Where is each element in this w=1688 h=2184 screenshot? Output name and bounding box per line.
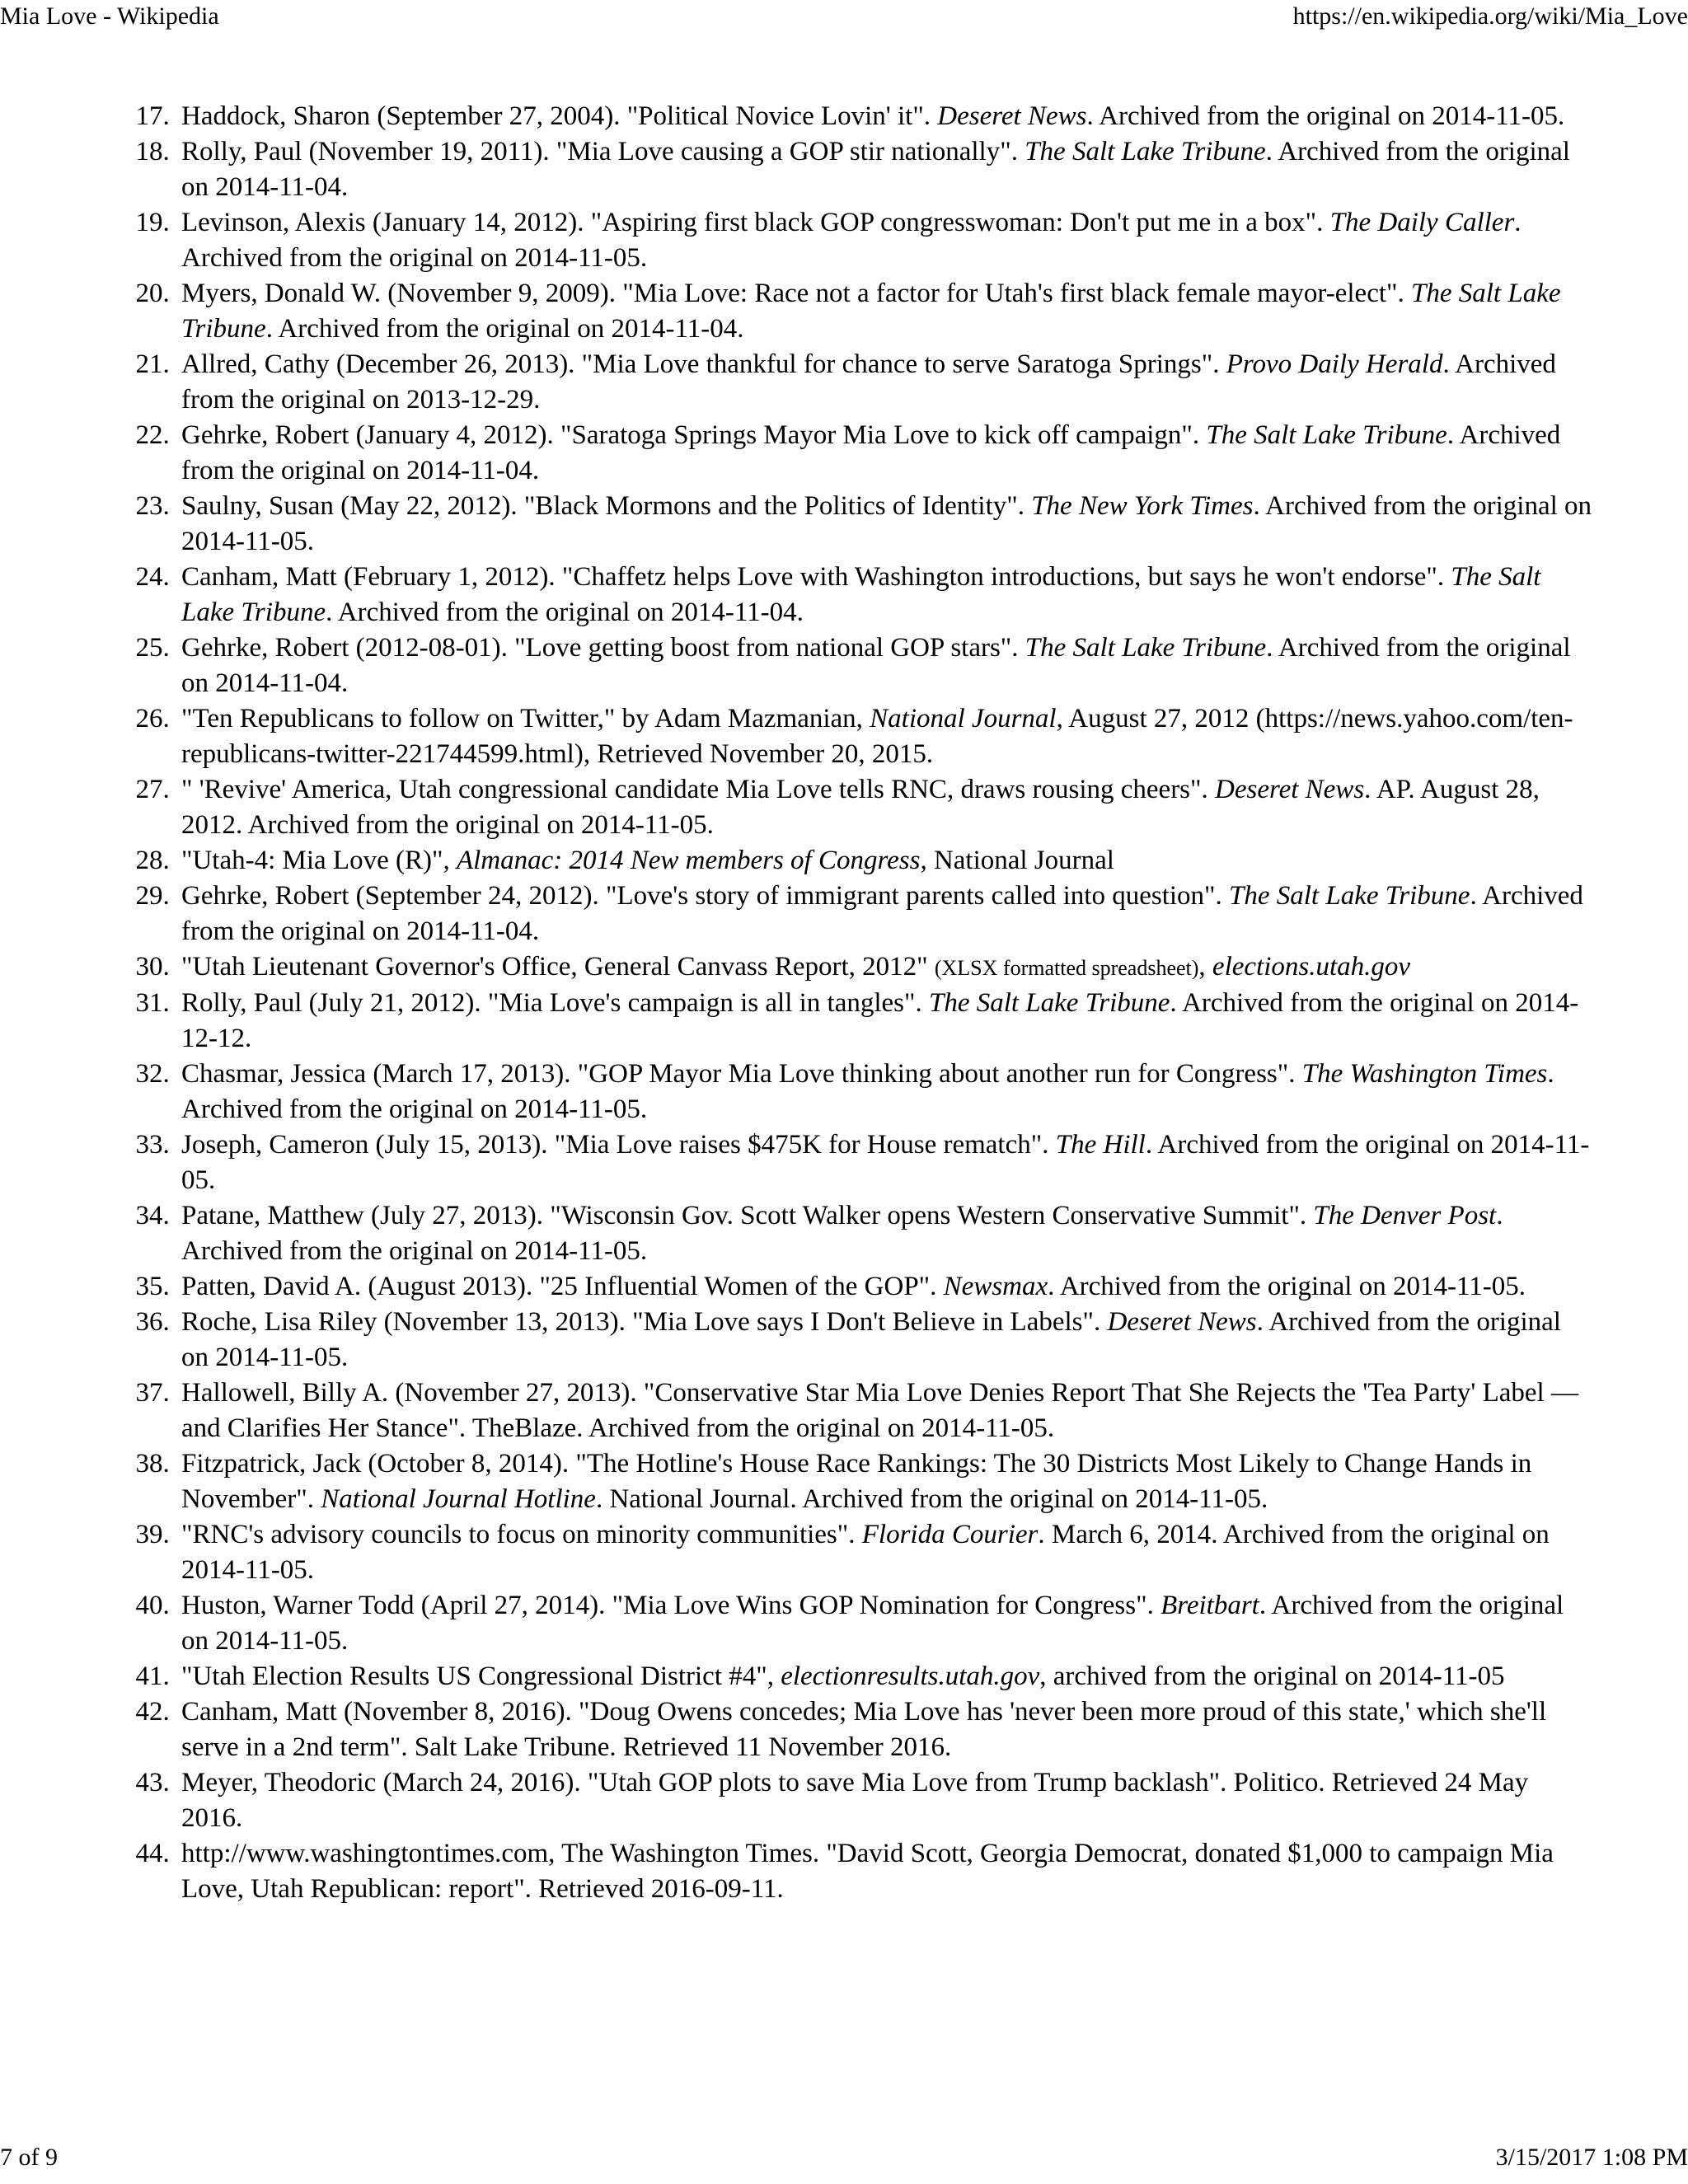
reference-text-part: Hallowell, Billy A. (November 27, 2013). "Conservative Star Mia Love Denies Report That She Rejects the 'Tea Party' Label — and Clarifies Her Stance". TheBlaze. Archived from the original on 2014-11-05. bbox=[181, 1378, 1578, 1443]
reference-source-italic: Deseret News bbox=[937, 101, 1087, 131]
reference-source-italic: The Salt Lake Tribune bbox=[1025, 633, 1267, 663]
reference-source-italic: National Journal Hotline bbox=[321, 1484, 596, 1514]
reference-source-italic: Deseret News bbox=[1215, 775, 1365, 804]
reference-item bbox=[132, 276, 1595, 347]
reference-number: 38 . bbox=[127, 1446, 176, 1482]
reference-text bbox=[181, 772, 1595, 843]
reference-text-part: . Archived from the original on 2014-11-05. bbox=[181, 208, 1522, 273]
reference-number: 21 . bbox=[127, 347, 176, 382]
reference-text-part: . Archived from the original on 2014-11-04. bbox=[181, 881, 1583, 946]
reference-item bbox=[132, 1446, 1595, 1517]
reference-text bbox=[181, 205, 1595, 276]
reference-number: 39 . bbox=[127, 1517, 176, 1553]
reference-text-part: (XLSX formatted spreadsheet) bbox=[934, 956, 1199, 980]
reference-number: 40 . bbox=[127, 1588, 176, 1624]
reference-item bbox=[132, 1376, 1595, 1446]
reference-item bbox=[132, 134, 1595, 205]
reference-number: 28 . bbox=[127, 843, 176, 879]
reference-item bbox=[132, 1765, 1595, 1836]
reference-text bbox=[181, 489, 1595, 560]
reference-text-part: Rolly, Paul (November 19, 2011). "Mia Love causing a GOP stir nationally". bbox=[181, 137, 1025, 166]
reference-text-part: . Archived from the original on 2014-11-05. bbox=[1048, 1272, 1526, 1301]
reference-text-part: Myers, Donald W. (November 9, 2009). "Mia Love: Race not a factor for Utah's first black female mayor-elect". bbox=[181, 279, 1411, 308]
reference-number: 17 . bbox=[127, 99, 176, 134]
reference-text bbox=[181, 1269, 1595, 1305]
reference-item bbox=[132, 1588, 1595, 1659]
reference-text-part: . National Journal. Archived from the original on 2014-11-05. bbox=[595, 1484, 1268, 1514]
reference-text-part: . Archived from the original on 2014-11-05. bbox=[181, 491, 1592, 556]
reference-text-part: . AP. August 28, 2012. Archived from the original on 2014-11-05. bbox=[181, 775, 1540, 840]
reference-text bbox=[181, 1694, 1595, 1765]
reference-text-part: . Archived from the original on 2014-11-05. bbox=[181, 1059, 1554, 1124]
reference-number: 43 . bbox=[127, 1765, 176, 1801]
reference-text-part: Haddock, Sharon (September 27, 2004). "Political Novice Lovin' it". bbox=[181, 101, 938, 131]
reference-number: 31 . bbox=[127, 986, 176, 1021]
reference-text-part: Fitzpatrick, Jack (October 8, 2014). "The Hotline's House Race Rankings: The 30 Districts Most Likely to Change Hands in November". bbox=[181, 1449, 1532, 1514]
reference-item bbox=[132, 1517, 1595, 1588]
reference-number: 44 . bbox=[127, 1836, 176, 1872]
reference-text bbox=[181, 1765, 1595, 1836]
reference-item bbox=[132, 630, 1595, 701]
reference-source-italic: The Salt Lake Tribune bbox=[1025, 137, 1266, 166]
reference-text-part: Canham, Matt (November 8, 2016). "Doug Owens concedes; Mia Love has 'never been more proud of this state,' which she'll serve in a 2nd term". Salt Lake Tribune. Retrieved 11 November 2016. bbox=[181, 1697, 1547, 1762]
reference-number: 18 . bbox=[127, 134, 176, 170]
reference-text-part: . March 6, 2014. Archived from the original on 2014-11-05. bbox=[181, 1520, 1550, 1585]
reference-text bbox=[181, 843, 1595, 879]
reference-item bbox=[132, 701, 1595, 772]
reference-text bbox=[181, 1057, 1595, 1127]
reference-number: 33 . bbox=[127, 1127, 176, 1163]
reference-number: 24 . bbox=[127, 560, 176, 595]
reference-text-part: Rolly, Paul (July 21, 2012). "Mia Love's campaign is all in tangles". bbox=[181, 988, 929, 1018]
reference-text bbox=[181, 1305, 1595, 1376]
reference-item bbox=[132, 99, 1595, 134]
reference-text bbox=[181, 630, 1595, 701]
reference-item bbox=[132, 1057, 1595, 1127]
reference-text bbox=[181, 1198, 1595, 1269]
reference-text-part: . Archived from the original on 2014-11-05. bbox=[181, 1130, 1590, 1195]
reference-item bbox=[132, 1127, 1595, 1198]
reference-text-part: . Archived from the original on 2014-11-04. bbox=[326, 598, 804, 627]
reference-text bbox=[181, 1376, 1595, 1446]
reference-text bbox=[181, 134, 1595, 205]
reference-text-part: " 'Revive' America, Utah congressional candidate Mia Love tells RNC, draws rousing cheers". bbox=[181, 775, 1215, 804]
reference-item bbox=[132, 1659, 1595, 1694]
reference-item bbox=[132, 1198, 1595, 1269]
reference-text bbox=[181, 949, 1595, 986]
page-footer-page-number: 7 of 9 bbox=[0, 2144, 58, 2171]
reference-source-italic: elections.utah.gov bbox=[1212, 952, 1411, 982]
reference-source-italic: electionresults.utah.gov bbox=[781, 1661, 1040, 1691]
reference-text-part: "Utah-4: Mia Love (R)", bbox=[181, 846, 457, 875]
reference-text-part: "Utah Lieutenant Governor's Office, General Canvass Report, 2012" bbox=[181, 952, 935, 982]
reference-number: 25 . bbox=[127, 630, 176, 666]
reference-item bbox=[132, 347, 1595, 418]
reference-number: 34 . bbox=[127, 1198, 176, 1234]
reference-text bbox=[181, 701, 1595, 772]
reference-number: 26 . bbox=[127, 701, 176, 737]
reference-text-part: Chasmar, Jessica (March 17, 2013). "GOP Mayor Mia Love thinking about another run for Congress". bbox=[181, 1059, 1302, 1089]
reference-text-part: http://www.washingtontimes.com, The Washington Times. "David Scott, Georgia Democrat, donated $1,000 to campaign Mia Love, Utah Republican: report". Retrieved 2016-09-11. bbox=[181, 1839, 1554, 1904]
reference-number: 20 . bbox=[127, 276, 176, 312]
reference-text bbox=[181, 879, 1595, 949]
reference-source-italic: The Denver Post bbox=[1313, 1201, 1497, 1230]
reference-source-italic: The Daily Caller bbox=[1329, 208, 1515, 237]
reference-text-part: Allred, Cathy (December 26, 2013). "Mia Love thankful for chance to serve Saratoga Springs". bbox=[181, 349, 1226, 379]
reference-text-part: "Ten Republicans to follow on Twitter," by Adam Mazmanian, bbox=[181, 704, 870, 733]
reference-source-italic: The Hill bbox=[1055, 1130, 1146, 1160]
reference-text bbox=[181, 560, 1595, 630]
reference-text-part: , bbox=[1198, 952, 1212, 982]
reference-item bbox=[132, 418, 1595, 489]
reference-source-italic: National Journal bbox=[870, 704, 1057, 733]
page-header-url: https://en.wikipedia.org/wiki/Mia_Love bbox=[1292, 2, 1688, 30]
reference-item bbox=[132, 1305, 1595, 1376]
reference-item bbox=[132, 1269, 1595, 1305]
reference-item bbox=[132, 489, 1595, 560]
reference-item bbox=[132, 986, 1595, 1057]
reference-text-part: . Archived from the original on 2013-12-29. bbox=[181, 349, 1556, 415]
reference-text-part: Gehrke, Robert (January 4, 2012). "Saratoga Springs Mayor Mia Love to kick off campaign". bbox=[181, 420, 1207, 450]
reference-text-part: Joseph, Cameron (July 15, 2013). "Mia Love raises $475K for House rematch". bbox=[181, 1130, 1056, 1160]
reference-text-part: Patane, Matthew (July 27, 2013). "Wisconsin Gov. Scott Walker opens Western Conservative Summit". bbox=[181, 1201, 1314, 1230]
reference-item bbox=[132, 843, 1595, 879]
reference-source-italic: Breitbart bbox=[1160, 1591, 1259, 1620]
reference-source-italic: Provo Daily Herald bbox=[1226, 349, 1443, 379]
reference-text-part: . Archived from the original on 2014-11-04. bbox=[265, 314, 744, 344]
reference-item bbox=[132, 560, 1595, 630]
reference-number: 23 . bbox=[127, 489, 176, 524]
reference-item bbox=[132, 949, 1595, 986]
reference-number: 32 . bbox=[127, 1057, 176, 1092]
reference-text-part: Huston, Warner Todd (April 27, 2014). "Mia Love Wins GOP Nomination for Congress". bbox=[181, 1591, 1161, 1620]
reference-number: 19 . bbox=[127, 205, 176, 241]
reference-text bbox=[181, 1836, 1595, 1907]
reference-text-part: . Archived from the original on 2014-11-05. bbox=[181, 1591, 1564, 1656]
reference-text-part: . Archived from the original on 2014-11-05. bbox=[181, 1307, 1561, 1372]
reference-number: 37 . bbox=[127, 1376, 176, 1411]
reference-source-italic: The Salt Lake Tribune bbox=[928, 988, 1170, 1018]
reference-number: 27 . bbox=[127, 772, 176, 808]
reference-number: 42 . bbox=[127, 1694, 176, 1730]
reference-text bbox=[181, 1659, 1595, 1694]
reference-text bbox=[181, 1127, 1595, 1198]
reference-text-part: Meyer, Theodoric (March 24, 2016). "Utah GOP plots to save Mia Love from Trump backlash". Politico. Retrieved 24 May 2016. bbox=[181, 1768, 1529, 1833]
reference-number: 35 . bbox=[127, 1269, 176, 1305]
reference-text-part: . Archived from the original on 2014-11-04. bbox=[181, 420, 1561, 485]
reference-item bbox=[132, 1836, 1595, 1907]
reference-text-part: , National Journal bbox=[920, 846, 1114, 875]
reference-source-italic: The New York Times bbox=[1031, 491, 1254, 521]
reference-text-part: Roche, Lisa Riley (November 13, 2013). "Mia Love says I Don't Believe in Labels". bbox=[181, 1307, 1108, 1337]
reference-text-part: Gehrke, Robert (2012-08-01). "Love getting boost from national GOP stars". bbox=[181, 633, 1025, 663]
reference-source-italic: The Salt Lake Tribune bbox=[181, 562, 1541, 627]
reference-text bbox=[181, 986, 1595, 1057]
reference-text bbox=[181, 1588, 1595, 1659]
reference-text-part: "RNC's advisory councils to focus on minority communities". bbox=[181, 1520, 862, 1549]
reference-text-part: . Archived from the original on 2014-12-12. bbox=[181, 988, 1579, 1053]
reference-text-part: Canham, Matt (February 1, 2012). "Chaffetz helps Love with Washington introductions, but says he won't endorse". bbox=[181, 562, 1451, 592]
reference-text bbox=[181, 99, 1595, 134]
reference-source-italic: Deseret News bbox=[1107, 1307, 1257, 1337]
reference-text bbox=[181, 1446, 1595, 1517]
reference-source-italic: Florida Courier bbox=[861, 1520, 1039, 1549]
reference-number: 22 . bbox=[127, 418, 176, 453]
reference-text-part: . Archived from the original on 2014-11-05. bbox=[1086, 101, 1565, 131]
reference-text-part: , August 27, 2012 (https://news.yahoo.com/ten-republicans-twitter-221744599.html), Retrieved November 20, 2015. bbox=[181, 704, 1573, 769]
reference-text-part: Saulny, Susan (May 22, 2012). "Black Mormons and the Politics of Identity". bbox=[181, 491, 1032, 521]
reference-text-part: . Archived from the original on 2014-11-04. bbox=[181, 137, 1570, 202]
reference-item bbox=[132, 879, 1595, 949]
reference-text bbox=[181, 347, 1595, 418]
reference-text-part: "Utah Election Results US Congressional District #4", bbox=[181, 1661, 781, 1691]
reference-text bbox=[181, 418, 1595, 489]
reference-text bbox=[181, 276, 1595, 347]
reference-text-part: Patten, David A. (August 2013). "25 Influential Women of the GOP". bbox=[181, 1272, 944, 1301]
reference-source-italic: The Salt Lake Tribune bbox=[181, 279, 1561, 344]
reference-text-part: . Archived from the original on 2014-11-05. bbox=[181, 1201, 1503, 1266]
reference-source-italic: Almanac: 2014 New members of Congress bbox=[456, 846, 921, 875]
reference-text-part: Levinson, Alexis (January 14, 2012). "Aspiring first black GOP congresswoman: Don't put me in a box". bbox=[181, 208, 1330, 237]
reference-source-italic: The Salt Lake Tribune bbox=[1206, 420, 1447, 450]
reference-text-part: , archived from the original on 2014-11-05 bbox=[1039, 1661, 1505, 1691]
reference-item bbox=[132, 772, 1595, 843]
reference-source-italic: The Salt Lake Tribune bbox=[1229, 881, 1470, 911]
reference-text bbox=[181, 1517, 1595, 1588]
reference-item bbox=[132, 205, 1595, 276]
reference-item bbox=[132, 1694, 1595, 1765]
reference-text-part: Gehrke, Robert (September 24, 2012). "Love's story of immigrant parents called into question". bbox=[181, 881, 1230, 911]
reference-number: 41 . bbox=[127, 1659, 176, 1694]
reference-source-italic: The Washington Times bbox=[1301, 1059, 1548, 1089]
reference-source-italic: Newsmax bbox=[943, 1272, 1048, 1301]
references-list bbox=[132, 99, 1595, 1907]
reference-number: 30 . bbox=[127, 949, 176, 985]
reference-number: 36 . bbox=[127, 1305, 176, 1340]
reference-number: 29 . bbox=[127, 879, 176, 914]
page-footer-datetime: 3/15/2017 1:08 PM bbox=[1495, 2144, 1688, 2171]
page-header-title: Mia Love - Wikipedia bbox=[0, 2, 219, 30]
reference-text-part: . Archived from the original on 2014-11-04. bbox=[181, 633, 1571, 698]
